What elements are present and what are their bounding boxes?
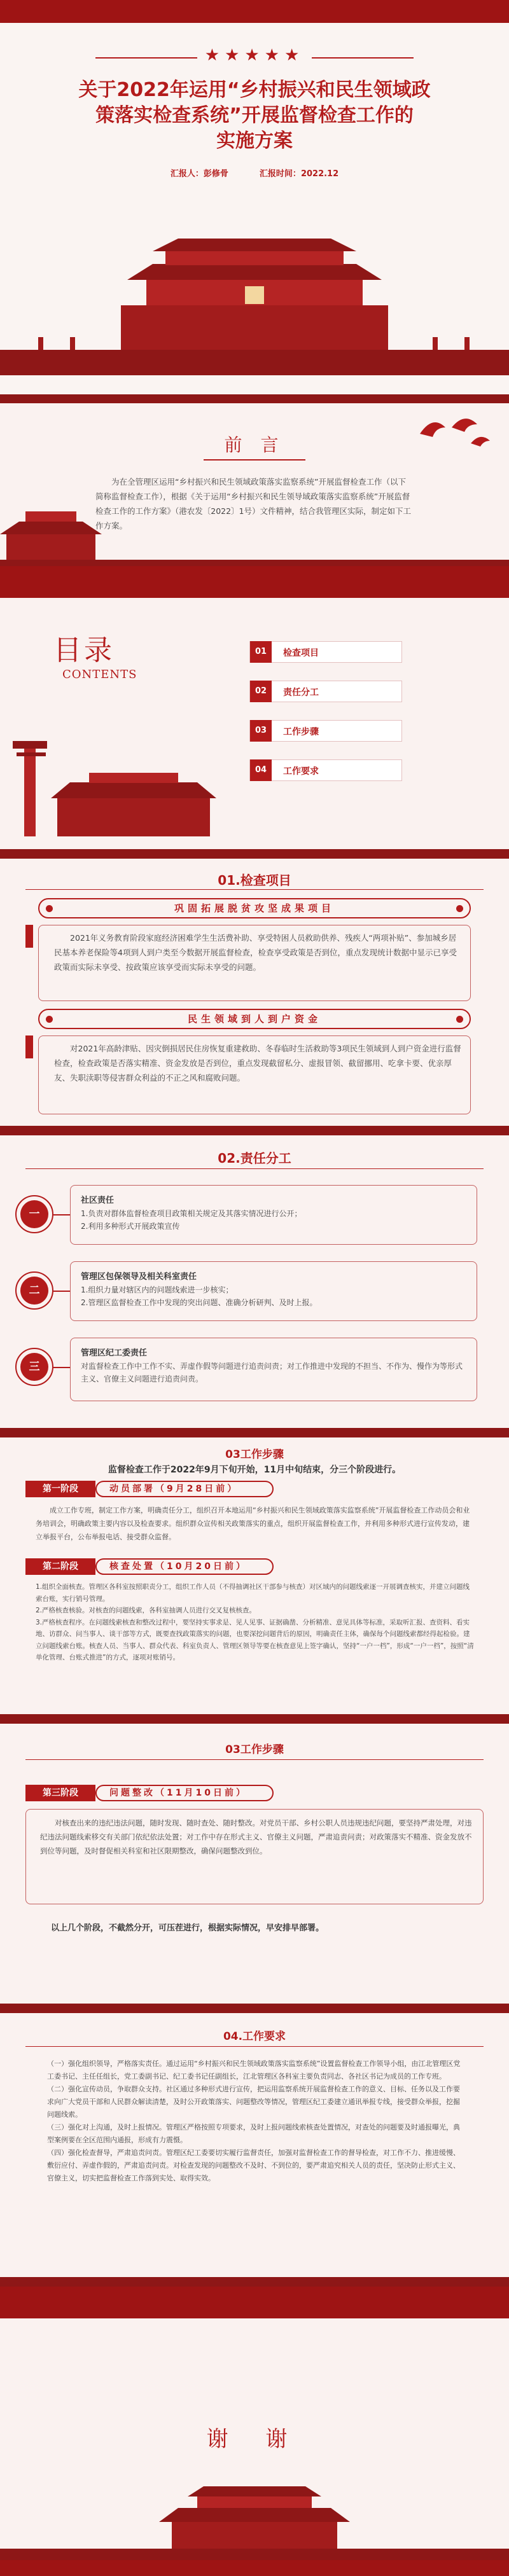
toc-num-tag: 03: [250, 720, 272, 742]
s2-line-1-2: 2.利用多种形式开展政策宣传: [81, 1222, 180, 1231]
cover-title-line3: 实施方案: [216, 130, 293, 152]
preface-divider: [204, 459, 305, 460]
s2-head-2: 管理区包保领导及相关科室责任: [81, 1272, 197, 1282]
s1-banner-2: [38, 1009, 471, 1029]
end-gate-illustration: [0, 2477, 509, 2560]
toc-sub: CONTENTS: [62, 668, 137, 681]
cover-meta: [0, 167, 509, 179]
toc-item-label: 责任分工: [283, 688, 319, 698]
s1-banner-1-text: 巩固拓展脱贫攻坚成果项目: [174, 903, 335, 914]
end-slide: [0, 2287, 509, 2576]
cover-top-bar: [0, 0, 509, 23]
star-line-right: [312, 57, 414, 59]
s3a-slide: [0, 1437, 509, 1714]
s2-line-3-1: 对监督检查工作中工作不实、弄虚作假等问题进行追责问责；对工作推进中发现的不担当、不作为、慢作为等形式主义、官僚主义问题进行追责问责。: [81, 1362, 463, 1383]
banner-dot: [456, 905, 463, 912]
phase3-tag: 第三阶段: [25, 1785, 95, 1801]
s1-text-1: 2021年义务教育阶段家庭经济困难学生生活费补助、享受特困人员救助供养、残疾人“两项补贴”、参加城乡居民基本养老保险等4项到人到户类至今数据开展监督检查，检查享受政策是否到位，重点发现统计数据中显示已享受政策而实际未享受、按政策应该享受而实际未享受的问题。: [54, 933, 457, 972]
s2-title: 02.责任分工: [218, 1151, 291, 1166]
s1-title-underline: [25, 889, 484, 890]
banner-dot: [46, 905, 53, 912]
phase2-title: 核查处置（10月20日前）: [95, 1558, 274, 1575]
banner-dot: [456, 1016, 463, 1023]
star-icon: ★: [225, 46, 245, 65]
cover-title-line1: 关于2022年运用“乡村振兴和民生领域政: [78, 79, 431, 101]
s2-num-1: 一: [20, 1200, 48, 1228]
time-value: 2022.12: [300, 169, 339, 179]
phase1-tag: 第一阶段: [25, 1481, 95, 1497]
star-line-left: [95, 57, 197, 59]
s2-connector: [53, 1367, 70, 1368]
star-icon: ★: [264, 46, 284, 65]
star-row: [0, 46, 509, 65]
phase1-text: 成立工作专班，制定工作方案，明确责任分工，组织召开本地运用“乡村振兴和民生领域政策落实监察系统”开展监督检查工作动员会和业务培训会，明确政策主要内容以及检查要求。组织群众宣传相关政策落实的重点，组织开展监督检查工作，并利用多种形式进行宣传发动，建立举报平台，公布举报电话、接受群众监督。: [36, 1506, 470, 1541]
s2-num-3: 三: [20, 1353, 48, 1381]
star-icon: ★: [244, 46, 265, 65]
phase1-title: 动员部署（9月28日前）: [95, 1481, 274, 1497]
s3b-slide: [0, 1724, 509, 2004]
s3b-summary: 以上几个阶段，不截然分开，可压茬进行，根据实际情况，早安排早部署。: [51, 1923, 324, 1933]
toc-num-tag: 02: [250, 681, 272, 702]
preface-body: 为在全管理区运用“乡村振兴和民生领域政策落实监察系统”开展监督检查工作（以下简称监督检查工作），根据《关于运用“乡村振兴和民生领导域政策落实监察系统”开展监督检查工作的工作方案》（港农发〔2022〕1号）文件精神，结合我管理区实际，制定如下工作方案。: [95, 477, 412, 530]
end-bottom-bar: [0, 2560, 509, 2576]
time-label: 汇报时间：: [259, 169, 301, 179]
toc-item-4[interactable]: [249, 759, 402, 781]
s3a-title: 03工作步骤: [225, 1448, 284, 1461]
s2-connector: [53, 1291, 70, 1292]
gate-illustration: [0, 502, 102, 560]
s2-head-1: 社区责任: [81, 1196, 115, 1205]
toc-item-label: 工作要求: [283, 766, 319, 777]
s3a-intro: 监督检查工作于2022年9月下旬开始，11月中旬结束，分三个阶段进行。: [108, 1465, 401, 1475]
s2-box-3: [70, 1338, 477, 1401]
toc-num-tag: 04: [250, 759, 272, 781]
toc-top-bar: [0, 566, 509, 598]
s4-title: 04.工作要求: [223, 2030, 286, 2043]
toc-item-1[interactable]: [249, 641, 402, 663]
preface-heading: 前 言: [224, 434, 285, 455]
s1-box-1: [38, 925, 471, 1001]
toc-item-2[interactable]: [249, 681, 402, 702]
tiananmen-illustration: [0, 210, 509, 375]
s2-connector: [53, 1214, 70, 1215]
toc-item-3[interactable]: [249, 720, 402, 742]
preface-slide: [0, 403, 509, 560]
s2-box-2: [70, 1261, 477, 1321]
cover-title-line2: 策落实检查系统”开展监督检查工作的: [95, 104, 414, 127]
s2-box-1: [70, 1185, 477, 1245]
toc-slide: [0, 566, 509, 849]
phase2-tag: 第二阶段: [25, 1558, 95, 1575]
s1-side-block-2: [25, 1035, 33, 1058]
toc-item-label: 检查项目: [283, 648, 319, 658]
s2-title-underline: [25, 1168, 484, 1169]
toc-heading: 目录: [53, 634, 115, 667]
banner-dot: [46, 1016, 53, 1023]
star-icon: ★: [284, 46, 305, 65]
s2-num-2: 二: [20, 1277, 48, 1305]
huabiao-illustration: [6, 709, 223, 836]
phase2-text: 1.组织全面核查。管理区各科室按照职责分工，组织工作人员（不得抽调社区干部参与核查）对区域内的问题线索逐一开展调查核实，并建立问题线索台账，实行销号管理。 2.严格核查核验。对核查的问题线索，各科室抽调人员进行交叉复核核查。 3.严格核查程序。在问题线索核查和整改过程中，要坚持实事求是、见人见事、证据确凿、分析精准、意见具体等标准，采取听汇报、查资料、看实地、访群众、问当事人、谈干部等方式，既要查找政策落实的问题，也要深挖问题背后的原因，明确责任主体，确保每个问题线索都经得起检验。建立问题线索台账。核查人员、当事人、群众代表、科室负责人、管理区领导等要在核查意见上签字确认，坚持“一户一档”，形成“一户一档”，按照“清单化管理、台账式推进”的方式，逐项对账销号。: [36, 1583, 474, 1661]
s1-text-2: 对2021年高龄津贴、因灾倒损居民住房恢复重建救助、冬春临时生活救助等3项民生领域到人到户资金进行监督检查，检查政策是否落实精准、资金发放是否到位，重点发现截留私分、虚报冒领、截留挪用、吃拿卡要、优亲厚友、失职渎职等侵害群众利益的不正之风和腐败问题。: [54, 1044, 461, 1083]
s1-slide: [0, 859, 509, 1126]
end-top-bar: [0, 2287, 509, 2318]
s2-head-3: 管理区纪工委责任: [81, 1348, 148, 1358]
cover-title: [0, 78, 509, 154]
reporter-label: 汇报人：: [170, 169, 204, 179]
s3b-title-underline: [25, 1759, 484, 1760]
s1-box-2: [38, 1035, 471, 1114]
reporter-name: 彭修骨: [203, 169, 228, 179]
s4-title-underline: [25, 2046, 484, 2047]
s3b-title: 03工作步骤: [225, 1743, 284, 1756]
phase3-box: [25, 1809, 484, 1904]
s2-line-1-1: 1.负责对群体监督检查项目政策相关规定及其落实情况进行公开；: [81, 1209, 302, 1218]
end-text: 谢 谢: [206, 2427, 303, 2452]
s2-slide: [0, 1135, 509, 1428]
star-icon: ★: [204, 46, 225, 65]
s1-title: 01.检查项目: [218, 873, 291, 888]
s1-banner-2-text: 民生领域到人到户资金: [187, 1013, 321, 1025]
s2-line-2-2: 2.管理区监督检查工作中发现的突出问题、准确分析研判、及时上报。: [81, 1298, 317, 1307]
s1-banner-1: [38, 898, 471, 918]
toc-num-tag: 01: [250, 641, 272, 663]
phase3-title: 问题整改（11月10日前）: [95, 1785, 274, 1801]
s1-side-block-1: [25, 925, 33, 948]
cover-slide: [0, 0, 509, 394]
toc-item-label: 工作步骤: [283, 727, 319, 737]
s2-line-2-1: 1.组织力量对辖区内的问题线索进一步核实；: [81, 1285, 234, 1294]
phase3-text: 对核查出来的违纪违法问题，随时发现、随时查处、随时整改。对党员干部、乡村公职人员违规违纪问题，要坚持严肃处理，对违纪违法问题线索移交有关部门依纪依法处置；对工作中存在形式主义、官僚主义问题，严肃追责问责；对政策落实不精准、资金发放不到位等问题，及时督促相关科室和社区限期整改，确保问题整改到位。: [40, 1818, 472, 1855]
s4-text: （一）强化组织领导，严格落实责任。通过运用“乡村振兴和民生领域政策落实监察系统”设置监督检查工作领导小组，由江北管理区党工委书记、主任任组长，党工委副书记、纪工委书记任副组长，江北管理区各科室主要负责同志、各社区书记为成员的工作专班。 （二）强化宣传动员，争取群众支持。社区通过多种形式进行宣传，把运用监察系统开展监督检查工作的意义、目标、任务以及工作要求向广大党员干部和人民群众解读清楚，及时公开政策落实、问题整改等情况，管理区纪工委建立通讯举报专线，接受群众举报，挖掘问题线索。 （三）强化对上沟通，及时上报情况。管理区严格按照专项要求，及时上报问题线索核查处置情况，对查处的问题要及时通报曝光，典型案例要在全区范围内通报，形成有力震慑。 （四）强化检查督导，严肃追责问责。管理区纪工委要切实履行监督责任，加强对监督检查工作的督导检查，对工作不力、推进缓慢、敷衍应付、弄虚作假的，严肃追责问责。对检查发现的问题整改不及时、不到位的，要严肃追究相关人员的责任，坚决防止形式主义、官僚主义，切实把监督检查工作落到实处、取得实效。: [47, 2060, 461, 2182]
s4-slide: [0, 2013, 509, 2277]
